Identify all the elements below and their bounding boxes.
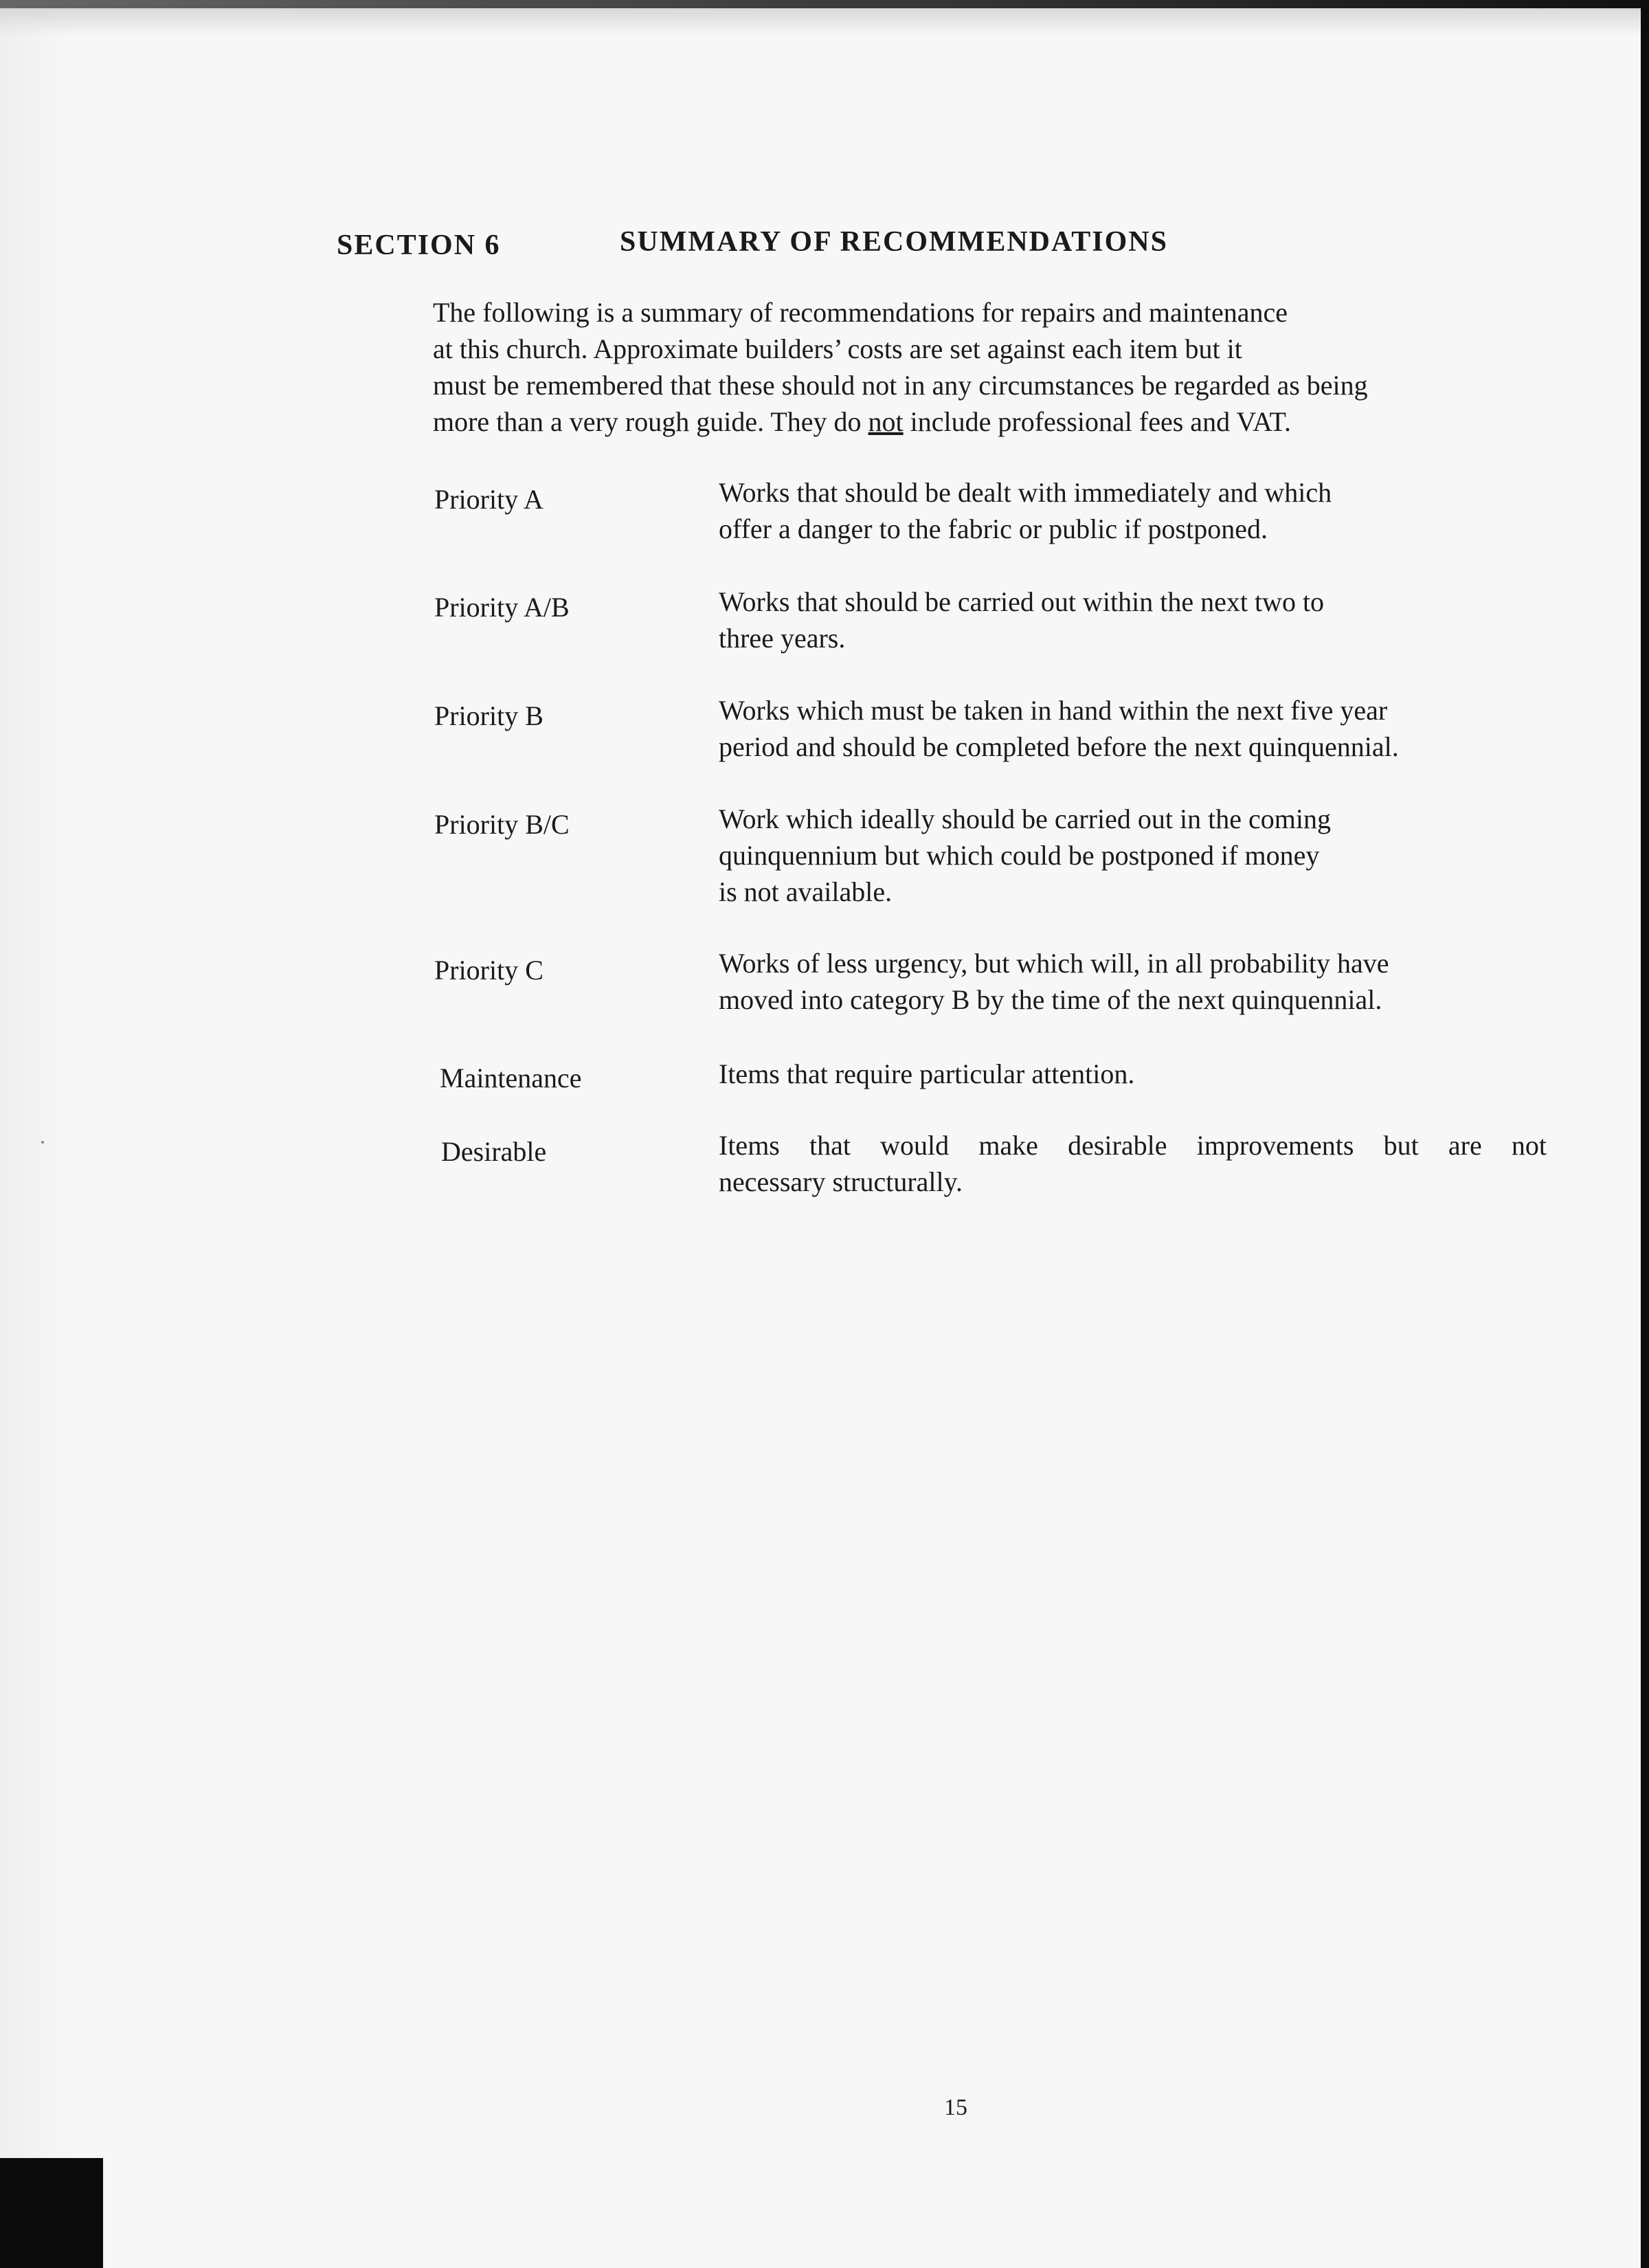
priority-label: Priority A [434,484,543,515]
priority-description [719,474,1543,547]
intro-text: include professional fees and VAT. [903,406,1291,437]
page-number: 15 [944,2095,967,2120]
intro-emphasis: not [868,406,904,437]
priority-description [719,583,1543,656]
description-line: period and should be completed before the next quinquennial. [719,731,1399,762]
description-line: necessary structurally. [719,1166,963,1197]
intro-line: at this church. Approximate builders’ costs are set against each item but it [433,333,1242,364]
priority-label: Maintenance [440,1063,582,1093]
intro-line: must be remembered that these should not in any circumstances be regarded as being [433,370,1368,401]
priority-description [719,1127,1547,1200]
description-line: Items that require particular attention. [719,1058,1135,1089]
description-line: Works of less urgency, but which will, in all probability have [719,948,1389,979]
description-line: Work which ideally should be carried out in the coming [719,803,1331,834]
description-line: quinquennium but which could be postponed if money [719,840,1320,871]
intro-line: The following is a summary of recommendations for repairs and maintenance [433,297,1288,328]
priority-label: Desirable [441,1136,547,1167]
priority-description [719,945,1543,1018]
description-line: Items that would make desirable improvements but are not [719,1130,1547,1161]
intro-line [433,403,1505,440]
section-number: SECTION 6 [337,230,501,261]
description-line: Works that should be carried out within the next two to [719,586,1325,617]
intro-text: more than a very rough guide. They do [433,406,868,437]
description-line: offer a danger to the fabric or public if postponed. [719,513,1268,544]
priority-label: Priority C [434,955,543,986]
priority-label: Priority B/C [434,809,570,840]
priority-label: Priority B [434,700,543,731]
description-line: moved into category B by the time of the next quinquennial. [719,984,1382,1015]
priority-label: Priority A/B [434,592,570,623]
description-line: Works that should be dealt with immediately and which [719,477,1332,508]
priority-description [719,692,1543,765]
priority-description [719,1056,1543,1092]
description-line: three years. [719,623,846,654]
description-line: is not available. [719,876,893,907]
description-line: Works which must be taken in hand within the next five year [719,695,1388,726]
intro-paragraph [433,294,1505,440]
section-title: SUMMARY OF RECOMMENDATIONS [620,226,1168,258]
priority-description [719,801,1543,910]
